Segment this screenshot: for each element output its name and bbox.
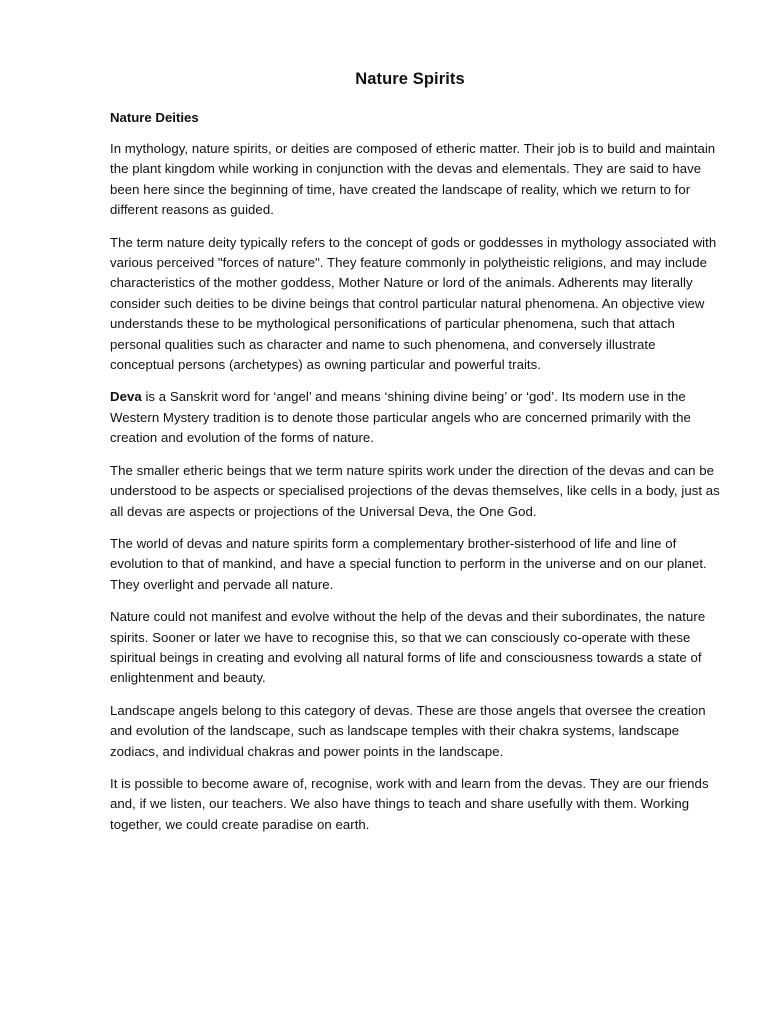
document-title: Nature Spirits: [355, 70, 465, 88]
paragraph-text: The term nature deity typically refers to the concept of gods or goddesses in mythology associated with various perceived "forces of nature". They feature commonly in polytheistic religions, and may include characteristics of the mother goddess, Mother Nature or lord of the animals. Adherents may literally consider such deities to be divine beings that control particular natural phenomena. An objective view understands these to be mythological personifications of particular phenomena, such that attach personal qualities such as character and name to such phenomena, and conversely illustrate conceptual persons (archetypes) as owning particular and powerful traits.: [110, 234, 717, 373]
paragraph-3: [110, 387, 722, 448]
document-body: [110, 108, 722, 847]
paragraph-text: The world of devas and nature spirits form a complementary brother-sisterhood of life and line of evolution to that of mankind, and have a special function to perform in the universe and on our planet. They overlight and pervade all nature.: [110, 535, 707, 592]
section-heading: Nature Deities: [110, 110, 199, 125]
paragraph-lead-term: Deva: [110, 389, 142, 405]
paragraph-7: [110, 701, 722, 762]
paragraph-text: is a Sanskrit word for ‘angel’ and means ‘shining divine being’ or ‘god’. Its modern use in the Western Mystery tradition is to denote those particular angels who are concerned primarily with the creation and evolution of the forms of nature.: [110, 389, 691, 446]
paragraph-text: It is possible to become aware of, recognise, work with and learn from the devas. They are our friends and, if we listen, our teachers. We also have things to teach and share usefully with them. Working together, we could create paradise on earth.: [110, 775, 709, 832]
paragraph-5: [110, 534, 722, 595]
paragraph-text: In mythology, nature spirits, or deities are composed of etheric matter. Their job is to build and maintain the plant kingdom while working in conjunction with the devas and elementals. They are said to have been here since the beginning of time, have created the landscape of reality, which we return to for different reasons as guided.: [110, 141, 716, 218]
paragraph-text: Landscape angels belong to this category of devas. These are those angels that oversee the creation and evolution of the landscape, such as landscape temples with their chakra systems, landscape zodiacs, and individual chakras and power points in the landscape.: [110, 702, 706, 759]
paragraph-2: [110, 233, 722, 376]
paragraph-1: [110, 139, 722, 221]
paragraph-6: [110, 607, 722, 689]
paragraph-8: [110, 774, 722, 835]
paragraph-text: Nature could not manifest and evolve without the help of the devas and their subordinates, the nature spirits. Sooner or later we have to recognise this, so that we can consciously co-operate with these spiritual beings in creating and evolving all natural forms of life and consciousness towards a state of enlightenment and beauty.: [110, 609, 706, 686]
paragraph-4: [110, 461, 722, 522]
paragraph-text: The smaller etheric beings that we term nature spirits work under the direction of the devas and can be understood to be aspects or specialised projections of the devas themselves, like cells in a body, just as all devas are aspects or projections of the Universal Deva, the One God.: [110, 462, 720, 519]
